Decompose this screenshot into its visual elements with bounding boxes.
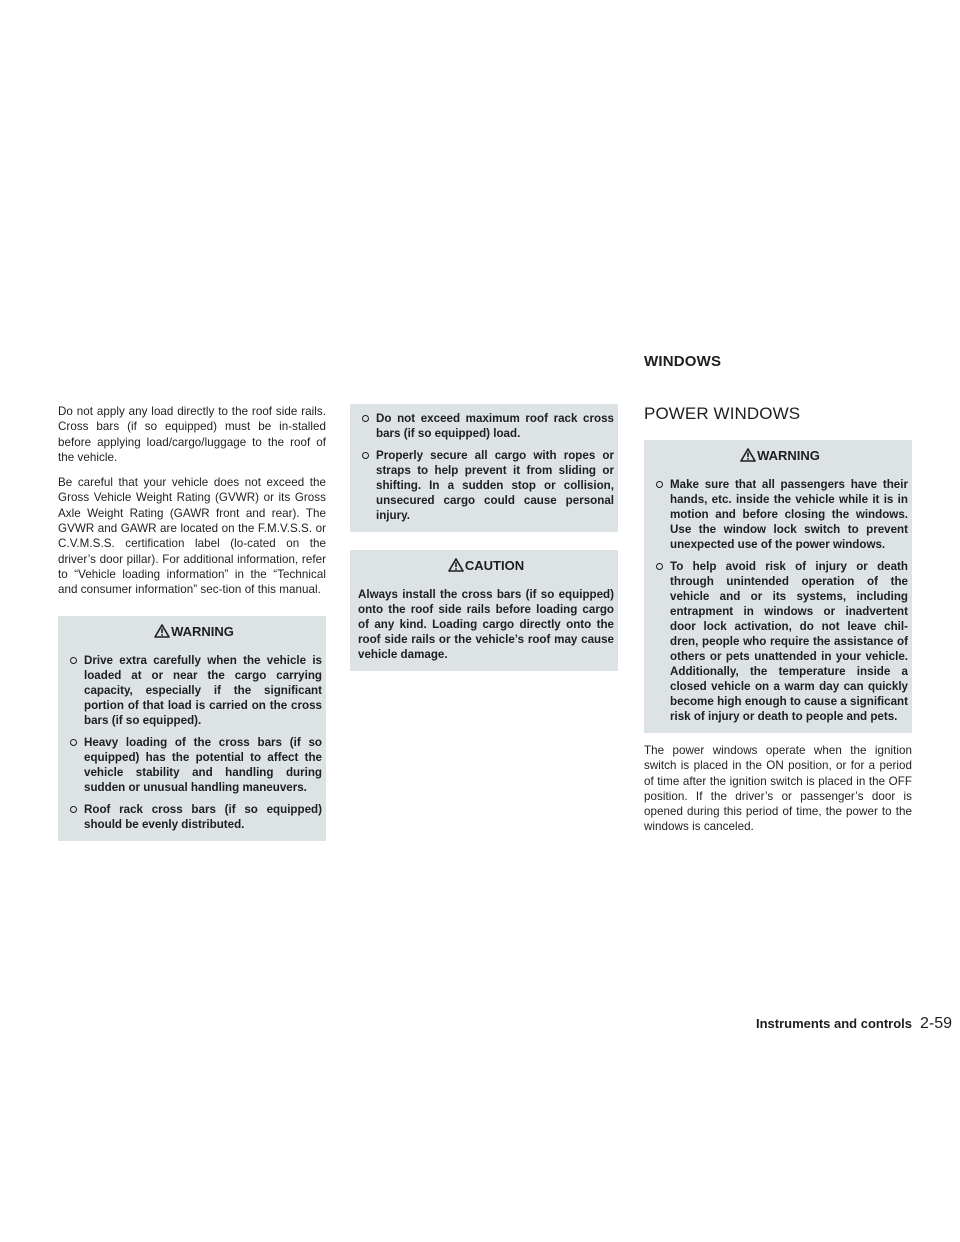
warning-item <box>652 477 908 552</box>
warning-item-text: Roof rack cross bars (if so equipped) should be evenly distributed. <box>84 802 322 831</box>
power-windows-heading: POWER WINDOWS <box>644 404 801 423</box>
page-number: 2-59 <box>920 1015 953 1032</box>
warning-title <box>66 624 322 641</box>
warning-item-text: Make sure that all passengers have their hands, etc. inside the vehicle while it is in motion and before closing the windows. Use the window lock switch to prevent unexpected use of the power windows. <box>670 478 908 551</box>
warning-item-text: Do not exceed maximum roof rack cross bars (if so equipped) load. <box>376 412 614 440</box>
warning-item-text: Properly secure all cargo with ropes or straps to help prevent it from sliding or shifting. In a sudden stop or collision, unsecured cargo could cause personal injury. <box>376 449 614 522</box>
warning-box-continued <box>350 404 618 532</box>
warning-item <box>66 802 322 832</box>
warning-box <box>58 616 326 841</box>
bullet-icon <box>70 806 77 813</box>
bullet-icon <box>70 739 77 746</box>
warning-item-text: Drive extra carefully when the vehicle is loaded at or near the cargo carrying capacity, especially if the significant portion of that load is carried on the cross bars (if so equipped). <box>84 653 322 727</box>
section-title: WINDOWS <box>644 353 722 370</box>
body-paragraph: Do not apply any load directly to the roof side rails. Cross bars (if so equipped) must be in-stalled before applying load/cargo/luggage to the roof of the vehicle. <box>58 405 326 464</box>
caution-triangle-icon <box>448 558 464 575</box>
warning-item-text: To help avoid risk of injury or death through unintended operation of the vehicle and or its systems, including entrapment in windows or inadvertent door lock activation, do not leave chil-dren, people who require the assistance of others or pets unattended in your vehicle. Additionally, the temperature inside a closed vehicle on a warm day can quickly become high enough to cause a significant risk of injury or death to people and pets. <box>670 560 908 723</box>
warning-triangle-icon <box>154 624 170 641</box>
warning-title-text: WARNING <box>757 448 820 463</box>
warning-item <box>358 411 614 441</box>
warning-item <box>66 735 322 795</box>
bullet-icon <box>362 452 369 459</box>
warning-box <box>644 440 912 733</box>
chapter-title: Instruments and controls <box>756 1016 913 1031</box>
bullet-icon <box>656 481 663 488</box>
body-paragraph: The power windows operate when the ignition switch is placed in the ON position, or for a period of time after the ignition switch is placed in the OFF position. If the driver’s or passenger’s door is opened during this period of time, the power to the windows is canceled. <box>644 744 912 834</box>
bullet-icon <box>656 563 663 570</box>
warning-title <box>652 448 908 465</box>
bullet-icon <box>70 657 77 664</box>
warning-title-text: WARNING <box>171 623 234 639</box>
warning-item-text: Heavy loading of the cross bars (if so equipped) has the potential to affect the vehicle stability and handling during sudden or unusual handling maneuvers. <box>84 735 322 794</box>
caution-text: Always install the cross bars (if so equipped) onto the roof side rails before loading cargo of any kind. Loading cargo directly onto the roof side rails or the vehicle’s roof may cause vehicle damage. <box>358 588 614 661</box>
warning-item <box>652 559 908 724</box>
column-2 <box>350 404 618 681</box>
bullet-icon <box>362 415 369 422</box>
caution-title <box>358 558 614 575</box>
warning-item <box>358 448 614 523</box>
caution-title-text: CAUTION <box>464 558 525 573</box>
page-footer <box>756 1015 952 1033</box>
caution-box <box>350 550 618 671</box>
column-3 <box>644 404 912 845</box>
warning-item <box>66 653 322 728</box>
warning-triangle-icon <box>740 448 756 465</box>
body-paragraph: Be careful that your vehicle does not exceed the Gross Vehicle Weight Rating (GVWR) or its Gross Axle Weight Rating (GAWR front and rear). The GVWR and GAWR are located on the F.M.V.S.S. or C.V.M.S.S. certification label (lo-cated on the driver’s door pillar). For additional information, refer to “Vehicle loading information” in the “Technical and consumer information” sec-tion of this manual. <box>58 476 326 597</box>
column-1 <box>58 404 326 851</box>
